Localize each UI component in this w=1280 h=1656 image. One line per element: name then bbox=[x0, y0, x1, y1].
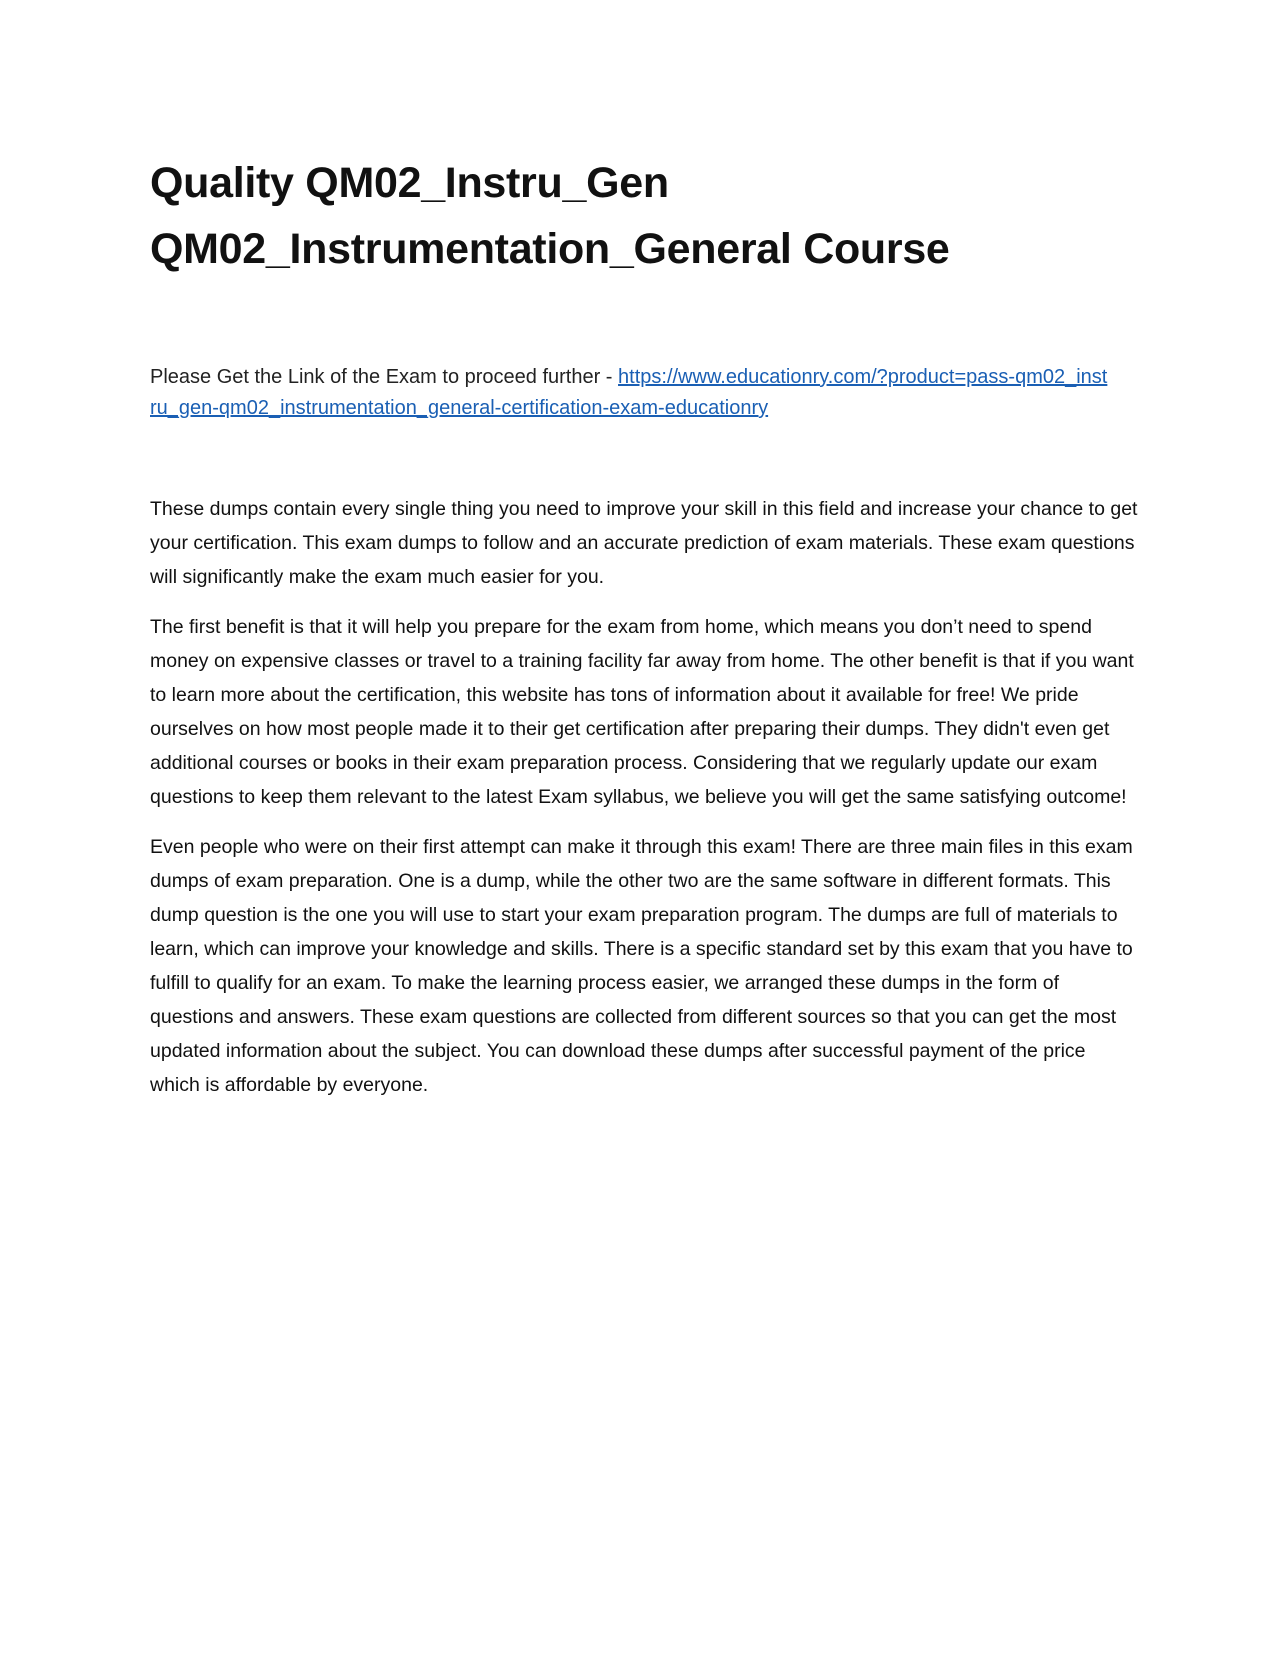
intro-text: Please Get the Link of the Exam to proceed further - bbox=[150, 366, 619, 388]
body-text bbox=[150, 492, 1140, 1102]
paragraph-2: The first benefit is that it will help you prepare for the exam from home, which means you don’t need to spend money on expensive classes or travel to a training facility far away from home. The other benefit is that if you want to learn more about the certification, this website has tons of information about it available for free! We pride ourselves on how most people made it to their get certification after preparing their dumps. They didn't even get additional courses or books in their exam preparation process. Considering that we regularly update our exam questions to keep them relevant to the latest Exam syllabus, we believe you will get the same satisfying outcome! bbox=[150, 616, 1134, 808]
title-line-2: QM02_Instrumentation_General Course bbox=[150, 225, 950, 273]
page-title bbox=[150, 150, 1140, 282]
exam-link[interactable]: https://www.educationry.com/?product=pass-qm02_instru_gen-qm02_instrumentation_general-certification-exam-educationry bbox=[150, 366, 1108, 419]
intro-paragraph bbox=[150, 362, 1110, 424]
title-line-1: Quality QM02_Instru_Gen bbox=[150, 159, 669, 207]
document-content bbox=[150, 150, 1140, 1118]
paragraph-1: These dumps contain every single thing you need to improve your skill in this field and increase your chance to get your certification. This exam dumps to follow and an accurate prediction of exam materials. These exam questions will significantly make the exam much easier for you. bbox=[150, 498, 1138, 588]
paragraph-3: Even people who were on their first attempt can make it through this exam! There are three main files in this exam dumps of exam preparation. One is a dump, while the other two are the same software in different formats. This dump question is the one you will use to start your exam preparation program. The dumps are full of materials to learn, which can improve your knowledge and skills. There is a specific standard set by this exam that you have to fulfill to qualify for an exam. To make the learning process easier, we arranged these dumps in the form of questions and answers. These exam questions are collected from different sources so that you can get the most updated information about the subject. You can download these dumps after successful payment of the price which is affordable by everyone. bbox=[150, 836, 1133, 1096]
